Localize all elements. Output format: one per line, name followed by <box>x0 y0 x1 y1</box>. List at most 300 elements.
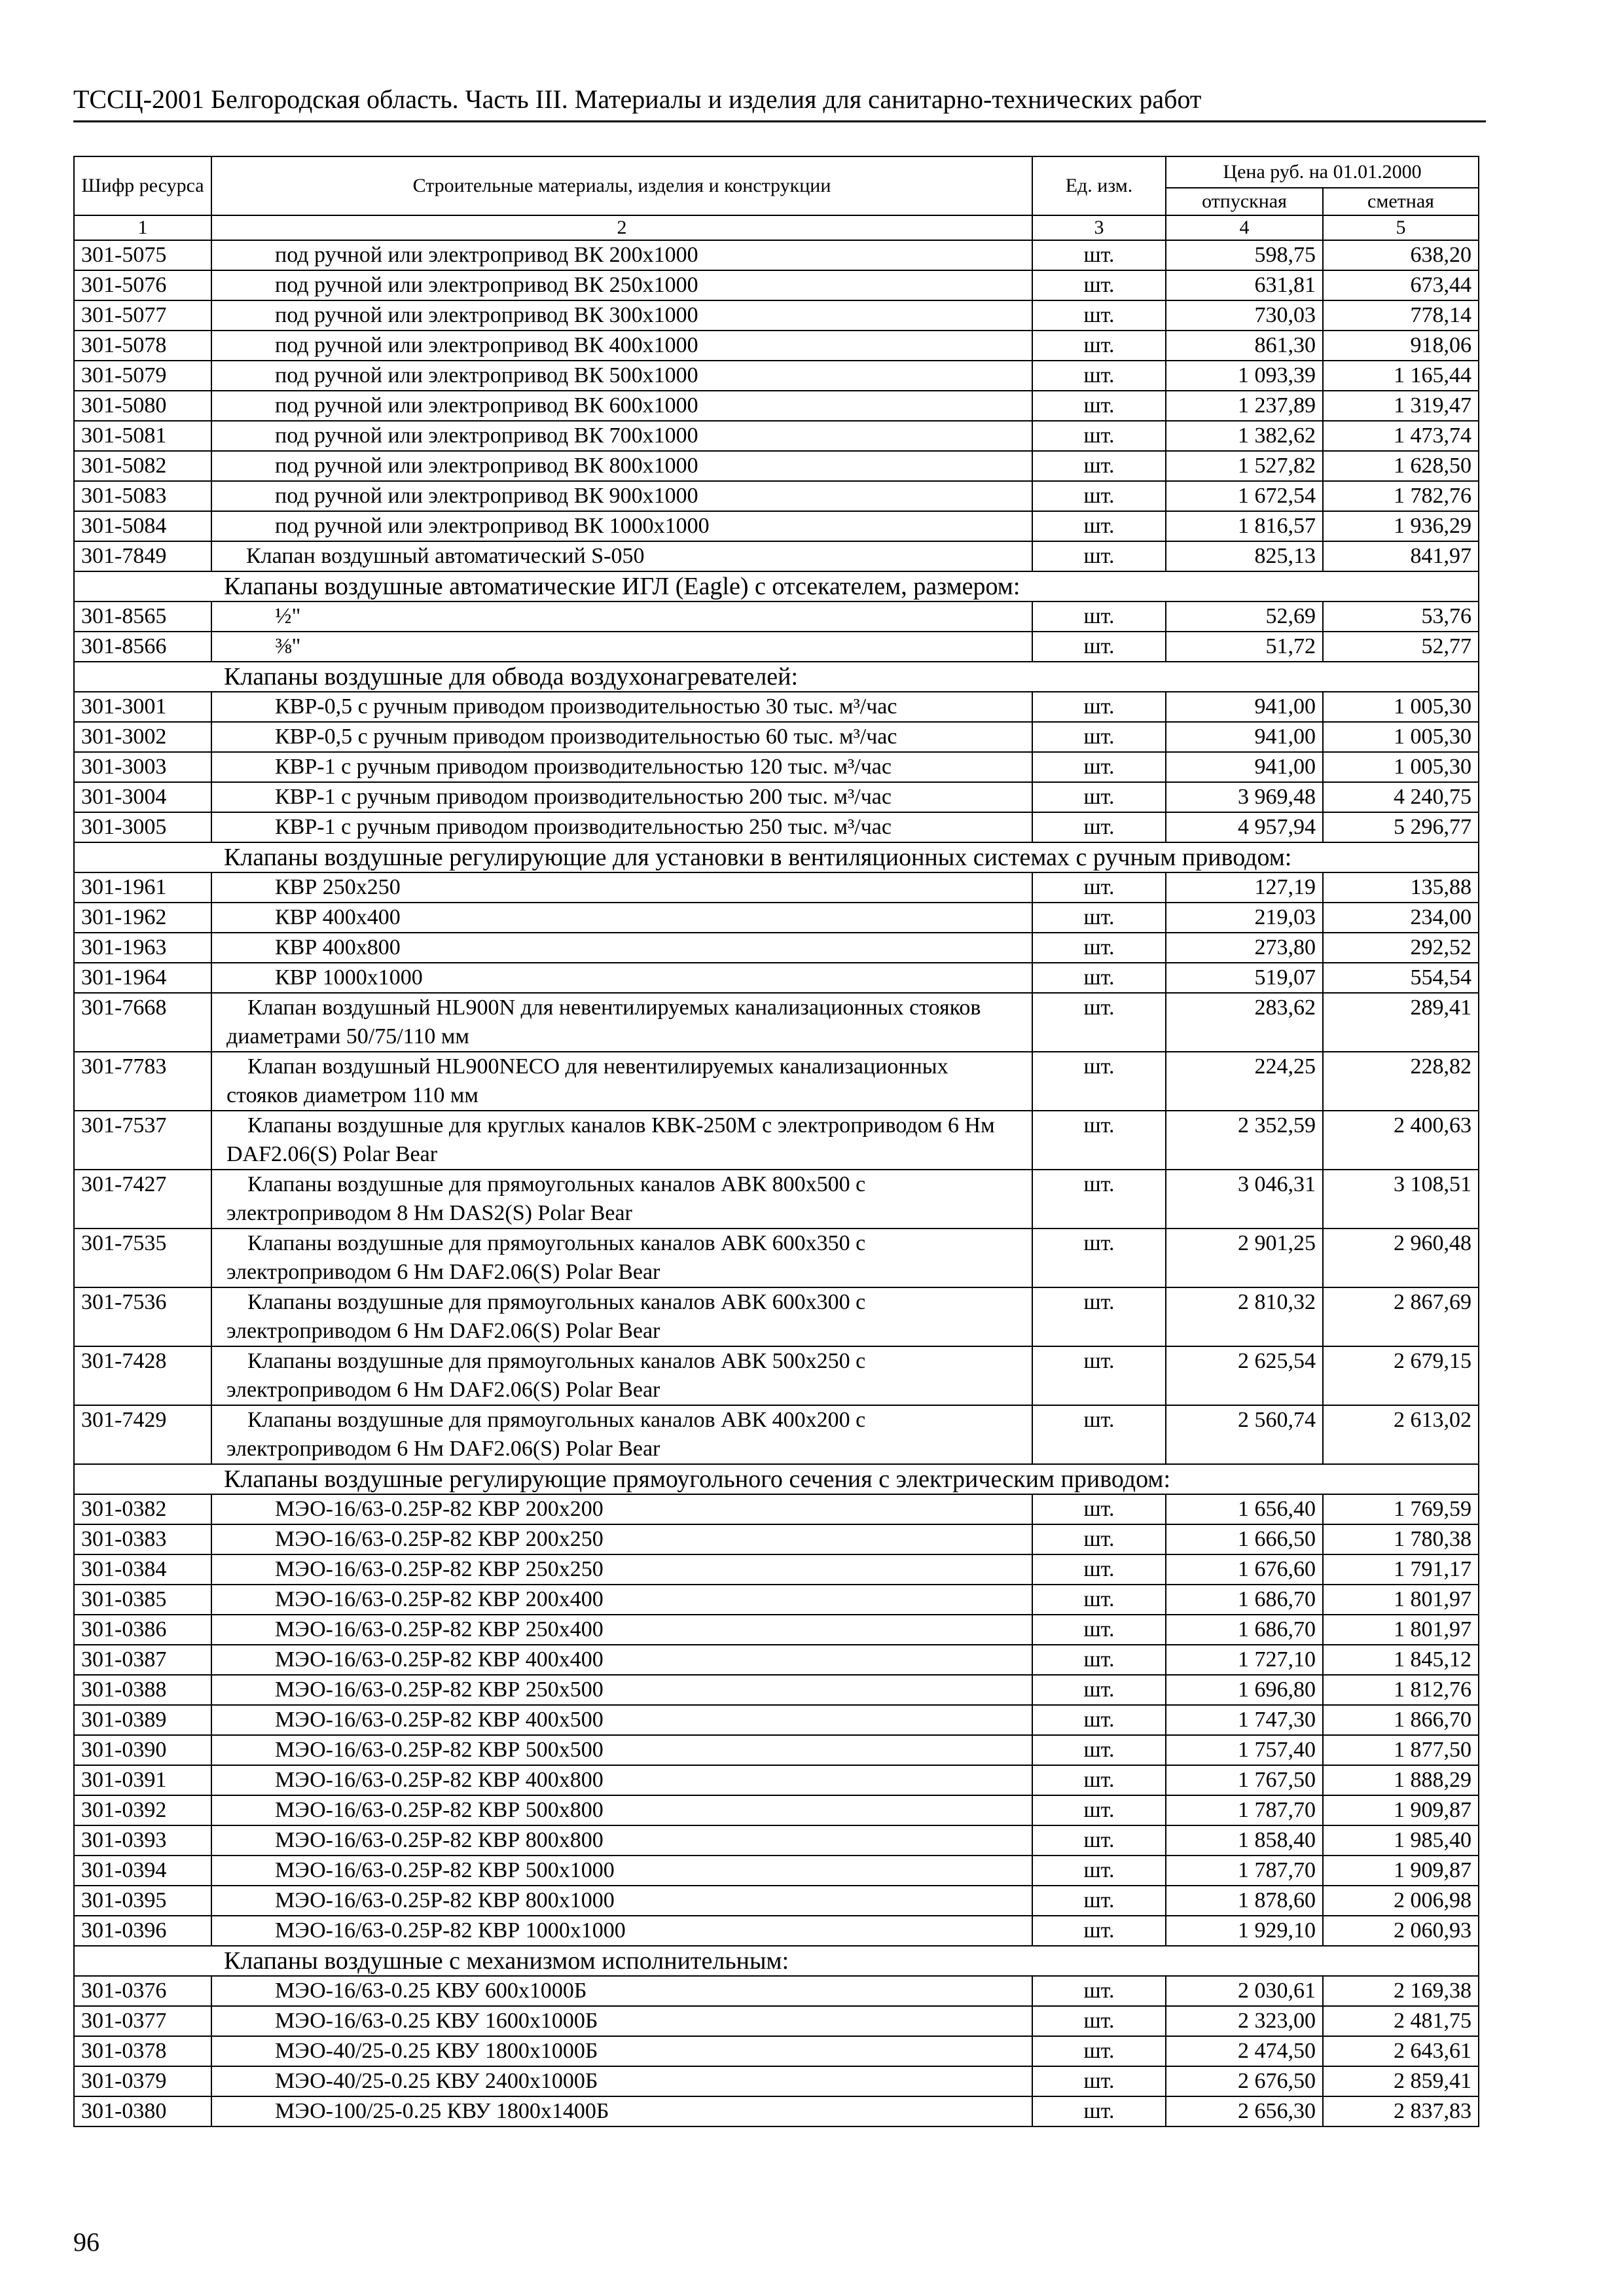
estimate-price-cell: 292,52 <box>1323 933 1479 963</box>
estimate-price-cell: 1 888,29 <box>1323 1765 1479 1795</box>
release-price-cell: 941,00 <box>1166 722 1323 752</box>
unit-cell: шт. <box>1032 1229 1166 1287</box>
resource-code-cell: 301-0385 <box>74 1585 211 1615</box>
release-price-cell: 1 666,50 <box>1166 1524 1323 1554</box>
unit-cell: шт. <box>1032 1405 1166 1464</box>
release-price-cell: 1 727,10 <box>1166 1645 1323 1675</box>
release-price-cell: 1 816,57 <box>1166 511 1323 541</box>
material-name-cell: КВР-1 с ручным приводом производительностью 120 тыс. м³/час <box>211 752 1032 782</box>
resource-code-cell: 301-3004 <box>74 782 211 812</box>
material-name-cell: Клапаны воздушные для круглых каналов КВК-250М с электроприводом 6 Нм DAF2.06(S) Polar Bear <box>211 1111 1032 1170</box>
table-body <box>74 240 1479 2126</box>
resource-code-cell: 301-0391 <box>74 1765 211 1795</box>
column-header-price-group: Цена руб. на 01.01.2000 <box>1166 156 1479 188</box>
release-price-cell: 273,80 <box>1166 933 1323 963</box>
table-row <box>74 812 1479 842</box>
column-number-5: 5 <box>1323 215 1479 240</box>
resource-code-cell: 301-0382 <box>74 1494 211 1524</box>
resource-code-cell: 301-3001 <box>74 692 211 722</box>
estimate-price-cell: 1 845,12 <box>1323 1645 1479 1675</box>
resource-code-cell: 301-7783 <box>74 1052 211 1111</box>
unit-cell: шт. <box>1032 1346 1166 1405</box>
unit-cell: шт. <box>1032 1585 1166 1615</box>
estimate-price-cell: 1 628,50 <box>1323 451 1479 481</box>
material-name-cell: МЭО-16/63-0.25Р-82 КВР 200х200 <box>211 1494 1032 1524</box>
estimate-price-cell: 135,88 <box>1323 872 1479 903</box>
release-price-cell: 631,81 <box>1166 270 1323 300</box>
table-row <box>74 361 1479 391</box>
resource-code-cell: 301-3003 <box>74 752 211 782</box>
release-price-cell: 1 093,39 <box>1166 361 1323 391</box>
estimate-price-cell: 1 005,30 <box>1323 752 1479 782</box>
unit-cell: шт. <box>1032 1735 1166 1765</box>
estimate-price-cell: 673,44 <box>1323 270 1479 300</box>
release-price-cell: 861,30 <box>1166 331 1323 361</box>
unit-cell: шт. <box>1032 1675 1166 1705</box>
resource-code-cell: 301-0396 <box>74 1916 211 1946</box>
estimate-price-cell: 1 877,50 <box>1323 1735 1479 1765</box>
resource-code-cell: 301-5083 <box>74 481 211 511</box>
unit-cell: шт. <box>1032 872 1166 903</box>
unit-cell: шт. <box>1032 2066 1166 2096</box>
table-row <box>74 1524 1479 1554</box>
release-price-cell: 1 686,70 <box>1166 1615 1323 1645</box>
unit-cell: шт. <box>1032 782 1166 812</box>
section-row <box>74 662 1479 692</box>
unit-cell: шт. <box>1032 1825 1166 1856</box>
unit-cell: шт. <box>1032 963 1166 993</box>
resource-code-cell: 301-3002 <box>74 722 211 752</box>
column-header-code: Шифр ресурса <box>74 156 211 215</box>
material-name-cell: МЭО-16/63-0.25Р-82 КВР 250х500 <box>211 1675 1032 1705</box>
table-row <box>74 692 1479 722</box>
material-name-cell: КВР-0,5 с ручным приводом производительностью 30 тыс. м³/час <box>211 692 1032 722</box>
resource-code-cell: 301-7429 <box>74 1405 211 1464</box>
table-row <box>74 601 1479 632</box>
unit-cell: шт. <box>1032 240 1166 270</box>
estimate-price-cell: 1 812,76 <box>1323 1675 1479 1705</box>
unit-cell: шт. <box>1032 1494 1166 1524</box>
material-name-cell: КВР 400х800 <box>211 933 1032 963</box>
resource-code-cell: 301-0387 <box>74 1645 211 1675</box>
release-price-cell: 1 747,30 <box>1166 1705 1323 1735</box>
estimate-price-cell: 52,77 <box>1323 632 1479 662</box>
resource-code-cell: 301-0386 <box>74 1615 211 1645</box>
table-row <box>74 963 1479 993</box>
unit-cell: шт. <box>1032 1765 1166 1795</box>
table-row <box>74 933 1479 963</box>
release-price-cell: 1 686,70 <box>1166 1585 1323 1615</box>
estimate-price-cell: 1 782,76 <box>1323 481 1479 511</box>
page-header-title: ТССЦ-2001 Белгородская область. Часть III. Материалы и изделия для санитарно-технических работ <box>73 82 1486 122</box>
unit-cell: шт. <box>1032 933 1166 963</box>
page-number: 96 <box>73 2227 99 2257</box>
table-row <box>74 2006 1479 2036</box>
table-row <box>74 1494 1479 1524</box>
resource-code-cell: 301-1963 <box>74 933 211 963</box>
material-name-cell: КВР-1 с ручным приводом производительностью 250 тыс. м³/час <box>211 812 1032 842</box>
table-row <box>74 752 1479 782</box>
section-row <box>74 571 1479 601</box>
estimate-price-cell: 2 867,69 <box>1323 1287 1479 1346</box>
release-price-cell: 1 656,40 <box>1166 1494 1323 1524</box>
table-row <box>74 1916 1479 1946</box>
column-number-2: 2 <box>211 215 1032 240</box>
material-name-cell: ½" <box>211 601 1032 632</box>
release-price-cell: 127,19 <box>1166 872 1323 903</box>
resource-code-cell: 301-0384 <box>74 1554 211 1585</box>
release-price-cell: 1 858,40 <box>1166 1825 1323 1856</box>
estimate-price-cell: 2 400,63 <box>1323 1111 1479 1170</box>
table-row <box>74 1675 1479 1705</box>
estimate-price-cell: 2 859,41 <box>1323 2066 1479 2096</box>
estimate-price-cell: 1 985,40 <box>1323 1825 1479 1856</box>
estimate-price-cell: 228,82 <box>1323 1052 1479 1111</box>
table-row <box>74 1825 1479 1856</box>
table-header <box>74 156 1479 240</box>
unit-cell: шт. <box>1032 1111 1166 1170</box>
release-price-cell: 2 474,50 <box>1166 2036 1323 2066</box>
material-name-cell: МЭО-100/25-0.25 КВУ 1800х1400Б <box>211 2096 1032 2126</box>
material-name-cell: МЭО-16/63-0.25Р-82 КВР 200х250 <box>211 1524 1032 1554</box>
table-row <box>74 511 1479 541</box>
unit-cell: шт. <box>1032 1615 1166 1645</box>
estimate-price-cell: 2 481,75 <box>1323 2006 1479 2036</box>
estimate-price-cell: 2 837,83 <box>1323 2096 1479 2126</box>
estimate-price-cell: 1 936,29 <box>1323 511 1479 541</box>
resource-code-cell: 301-7849 <box>74 541 211 571</box>
unit-cell: шт. <box>1032 632 1166 662</box>
resource-code-cell: 301-7428 <box>74 1346 211 1405</box>
material-name-cell: Клапан воздушный HL900N для невентилируемых канализационных стояков диаметрами 50/75/110 мм <box>211 993 1032 1052</box>
table-row <box>74 1645 1479 1675</box>
estimate-price-cell: 1 791,17 <box>1323 1554 1479 1585</box>
table-row <box>74 1554 1479 1585</box>
table-row <box>74 481 1479 511</box>
material-name-cell: МЭО-16/63-0.25Р-82 КВР 200х400 <box>211 1585 1032 1615</box>
release-price-cell: 1 237,89 <box>1166 391 1323 421</box>
estimate-price-cell: 2 679,15 <box>1323 1346 1479 1405</box>
material-name-cell: МЭО-16/63-0.25Р-82 КВР 400х800 <box>211 1765 1032 1795</box>
unit-cell: шт. <box>1032 601 1166 632</box>
material-name-cell: КВР 1000х1000 <box>211 963 1032 993</box>
estimate-price-cell: 1 319,47 <box>1323 391 1479 421</box>
estimate-price-cell: 2 613,02 <box>1323 1405 1479 1464</box>
material-name-cell: под ручной или электропривод ВК 200х1000 <box>211 240 1032 270</box>
estimate-price-cell: 2 006,98 <box>1323 1886 1479 1916</box>
unit-cell: шт. <box>1032 722 1166 752</box>
release-price-cell: 1 757,40 <box>1166 1735 1323 1765</box>
resource-code-cell: 301-5080 <box>74 391 211 421</box>
unit-cell: шт. <box>1032 1886 1166 1916</box>
material-name-cell: Клапаны воздушные для прямоугольных каналов АВК 600х300 с электроприводом 6 Нм DAF2.06(S) Polar Bear <box>211 1287 1032 1346</box>
column-header-release-price: отпускная <box>1166 188 1323 215</box>
estimate-price-cell: 289,41 <box>1323 993 1479 1052</box>
table-row <box>74 1705 1479 1735</box>
unit-cell: шт. <box>1032 300 1166 331</box>
unit-cell: шт. <box>1032 511 1166 541</box>
resource-code-cell: 301-1961 <box>74 872 211 903</box>
release-price-cell: 1 929,10 <box>1166 1916 1323 1946</box>
material-name-cell: под ручной или электропривод ВК 700х1000 <box>211 421 1032 451</box>
estimate-price-cell: 4 240,75 <box>1323 782 1479 812</box>
release-price-cell: 1 767,50 <box>1166 1765 1323 1795</box>
release-price-cell: 730,03 <box>1166 300 1323 331</box>
section-row <box>74 842 1479 872</box>
table-row <box>74 1886 1479 1916</box>
release-price-cell: 941,00 <box>1166 692 1323 722</box>
resource-code-cell: 301-0390 <box>74 1735 211 1765</box>
release-price-cell: 1 676,60 <box>1166 1554 1323 1585</box>
release-price-cell: 1 696,80 <box>1166 1675 1323 1705</box>
unit-cell: шт. <box>1032 1052 1166 1111</box>
unit-cell: шт. <box>1032 2096 1166 2126</box>
table-row <box>74 1229 1479 1287</box>
resource-code-cell: 301-5078 <box>74 331 211 361</box>
table-row <box>74 1765 1479 1795</box>
material-name-cell: Клапан воздушный автоматический S-050 <box>211 541 1032 571</box>
unit-cell: шт. <box>1032 692 1166 722</box>
release-price-cell: 224,25 <box>1166 1052 1323 1111</box>
release-price-cell: 51,72 <box>1166 632 1323 662</box>
table-row <box>74 632 1479 662</box>
section-title: Клапаны воздушные для обвода воздухонагревателей: <box>74 662 1479 692</box>
table-row <box>74 1052 1479 1111</box>
resource-code-cell: 301-0395 <box>74 1886 211 1916</box>
release-price-cell: 2 323,00 <box>1166 2006 1323 2036</box>
unit-cell: шт. <box>1032 1856 1166 1886</box>
material-name-cell: под ручной или электропривод ВК 1000х1000 <box>211 511 1032 541</box>
section-row <box>74 1946 1479 1976</box>
unit-cell: шт. <box>1032 1287 1166 1346</box>
release-price-cell: 2 560,74 <box>1166 1405 1323 1464</box>
unit-cell: шт. <box>1032 361 1166 391</box>
resource-code-cell: 301-0393 <box>74 1825 211 1856</box>
material-name-cell: ⅜" <box>211 632 1032 662</box>
unit-cell: шт. <box>1032 391 1166 421</box>
column-number-3: 3 <box>1032 215 1166 240</box>
estimate-price-cell: 1 005,30 <box>1323 692 1479 722</box>
material-name-cell: МЭО-16/63-0.25Р-82 КВР 250х400 <box>211 1615 1032 1645</box>
unit-cell: шт. <box>1032 752 1166 782</box>
table-row <box>74 451 1479 481</box>
material-name-cell: Клапаны воздушные для прямоугольных каналов АВК 800х500 с электроприводом 8 Нм DAS2(S) Polar Bear <box>211 1170 1032 1229</box>
table-row <box>74 872 1479 903</box>
resource-code-cell: 301-7668 <box>74 993 211 1052</box>
release-price-cell: 1 672,54 <box>1166 481 1323 511</box>
unit-cell: шт. <box>1032 270 1166 300</box>
estimate-price-cell: 2 060,93 <box>1323 1916 1479 1946</box>
unit-cell: шт. <box>1032 421 1166 451</box>
material-name-cell: МЭО-40/25-0.25 КВУ 2400х1000Б <box>211 2066 1032 2096</box>
table-row <box>74 903 1479 933</box>
table-row <box>74 1170 1479 1229</box>
table-row <box>74 421 1479 451</box>
table-row <box>74 240 1479 270</box>
release-price-cell: 598,75 <box>1166 240 1323 270</box>
estimate-price-cell: 1 473,74 <box>1323 421 1479 451</box>
estimate-price-cell: 1 005,30 <box>1323 722 1479 752</box>
resource-code-cell: 301-5075 <box>74 240 211 270</box>
material-name-cell: МЭО-16/63-0.25Р-82 КВР 800х1000 <box>211 1886 1032 1916</box>
section-title: Клапаны воздушные автоматические ИГЛ (Eagle) с отсекателем, размером: <box>74 571 1479 601</box>
resource-code-cell: 301-0378 <box>74 2036 211 2066</box>
release-price-cell: 3 046,31 <box>1166 1170 1323 1229</box>
release-price-cell: 941,00 <box>1166 752 1323 782</box>
material-name-cell: МЭО-16/63-0.25Р-82 КВР 400х400 <box>211 1645 1032 1675</box>
estimate-price-cell: 2 169,38 <box>1323 1976 1479 2006</box>
estimate-price-cell: 5 296,77 <box>1323 812 1479 842</box>
release-price-cell: 2 810,32 <box>1166 1287 1323 1346</box>
table-row <box>74 331 1479 361</box>
column-number-1: 1 <box>74 215 211 240</box>
material-name-cell: под ручной или электропривод ВК 800х1000 <box>211 451 1032 481</box>
estimate-price-cell: 3 108,51 <box>1323 1170 1479 1229</box>
resource-code-cell: 301-8565 <box>74 601 211 632</box>
release-price-cell: 1 382,62 <box>1166 421 1323 451</box>
unit-cell: шт. <box>1032 1976 1166 2006</box>
table-row <box>74 2066 1479 2096</box>
unit-cell: шт. <box>1032 2036 1166 2066</box>
column-header-unit: Ед. изм. <box>1032 156 1166 215</box>
table-row <box>74 391 1479 421</box>
resource-code-cell: 301-8566 <box>74 632 211 662</box>
table-row <box>74 1856 1479 1886</box>
resource-code-cell: 301-1964 <box>74 963 211 993</box>
table-row <box>74 1976 1479 2006</box>
resource-code-cell: 301-5077 <box>74 300 211 331</box>
unit-cell: шт. <box>1032 481 1166 511</box>
unit-cell: шт. <box>1032 1554 1166 1585</box>
release-price-cell: 2 901,25 <box>1166 1229 1323 1287</box>
estimate-price-cell: 638,20 <box>1323 240 1479 270</box>
material-name-cell: МЭО-16/63-0.25 КВУ 1600х1000Б <box>211 2006 1032 2036</box>
resource-code-cell: 301-5076 <box>74 270 211 300</box>
material-name-cell: под ручной или электропривод ВК 250х1000 <box>211 270 1032 300</box>
material-name-cell: под ручной или электропривод ВК 500х1000 <box>211 361 1032 391</box>
estimate-price-cell: 1 909,87 <box>1323 1795 1479 1825</box>
material-name-cell: под ручной или электропривод ВК 300х1000 <box>211 300 1032 331</box>
unit-cell: шт. <box>1032 451 1166 481</box>
table-row <box>74 722 1479 752</box>
unit-cell: шт. <box>1032 1916 1166 1946</box>
table-row <box>74 1795 1479 1825</box>
material-name-cell: Клапан воздушный HL900NECO для невентилируемых канализационных стояков диаметром 110 мм <box>211 1052 1032 1111</box>
estimate-price-cell: 778,14 <box>1323 300 1479 331</box>
material-name-cell: Клапаны воздушные для прямоугольных каналов АВК 500х250 с электроприводом 6 Нм DAF2.06(S) Polar Bear <box>211 1346 1032 1405</box>
resource-code-cell: 301-0376 <box>74 1976 211 2006</box>
resource-code-cell: 301-0394 <box>74 1856 211 1886</box>
release-price-cell: 825,13 <box>1166 541 1323 571</box>
resource-code-cell: 301-1962 <box>74 903 211 933</box>
table-row <box>74 1111 1479 1170</box>
resource-code-cell: 301-0377 <box>74 2006 211 2036</box>
estimate-price-cell: 554,54 <box>1323 963 1479 993</box>
resource-code-cell: 301-5079 <box>74 361 211 391</box>
unit-cell: шт. <box>1032 331 1166 361</box>
resource-code-cell: 301-7537 <box>74 1111 211 1170</box>
estimate-price-cell: 53,76 <box>1323 601 1479 632</box>
table-row <box>74 1346 1479 1405</box>
unit-cell: шт. <box>1032 812 1166 842</box>
material-name-cell: МЭО-16/63-0.25Р-82 КВР 500х800 <box>211 1795 1032 1825</box>
estimate-price-cell: 1 769,59 <box>1323 1494 1479 1524</box>
resource-code-cell: 301-3005 <box>74 812 211 842</box>
material-name-cell: МЭО-16/63-0.25Р-82 КВР 250х250 <box>211 1554 1032 1585</box>
material-name-cell: КВР 250х250 <box>211 872 1032 903</box>
section-title: Клапаны воздушные регулирующие для установки в вентиляционных системах с ручным приводом: <box>74 842 1479 872</box>
release-price-cell: 1 787,70 <box>1166 1795 1323 1825</box>
resource-code-cell: 301-5084 <box>74 511 211 541</box>
unit-cell: шт. <box>1032 1795 1166 1825</box>
estimate-price-cell: 1 909,87 <box>1323 1856 1479 1886</box>
material-name-cell: МЭО-16/63-0.25Р-82 КВР 1000х1000 <box>211 1916 1032 1946</box>
release-price-cell: 2 030,61 <box>1166 1976 1323 2006</box>
table-row <box>74 993 1479 1052</box>
estimate-price-cell: 1 801,97 <box>1323 1585 1479 1615</box>
material-name-cell: КВР 400х400 <box>211 903 1032 933</box>
table-row <box>74 300 1479 331</box>
table-row <box>74 270 1479 300</box>
material-name-cell: МЭО-16/63-0.25 КВУ 600х1000Б <box>211 1976 1032 2006</box>
section-title: Клапаны воздушные регулирующие прямоугольного сечения с электрическим приводом: <box>74 1464 1479 1494</box>
release-price-cell: 4 957,94 <box>1166 812 1323 842</box>
unit-cell: шт. <box>1032 541 1166 571</box>
estimate-price-cell: 918,06 <box>1323 331 1479 361</box>
material-name-cell: МЭО-16/63-0.25Р-82 КВР 500х1000 <box>211 1856 1032 1886</box>
estimate-price-cell: 234,00 <box>1323 903 1479 933</box>
resource-code-cell: 301-7535 <box>74 1229 211 1287</box>
table-row <box>74 782 1479 812</box>
release-price-cell: 1 527,82 <box>1166 451 1323 481</box>
column-number-4: 4 <box>1166 215 1323 240</box>
material-name-cell: под ручной или электропривод ВК 900х1000 <box>211 481 1032 511</box>
release-price-cell: 2 676,50 <box>1166 2066 1323 2096</box>
release-price-cell: 3 969,48 <box>1166 782 1323 812</box>
unit-cell: шт. <box>1032 1170 1166 1229</box>
price-table <box>73 156 1479 2127</box>
table-row <box>74 1615 1479 1645</box>
material-name-cell: под ручной или электропривод ВК 600х1000 <box>211 391 1032 421</box>
table-row <box>74 1585 1479 1615</box>
resource-code-cell: 301-0380 <box>74 2096 211 2126</box>
estimate-price-cell: 1 780,38 <box>1323 1524 1479 1554</box>
resource-code-cell: 301-5081 <box>74 421 211 451</box>
table-row <box>74 1735 1479 1765</box>
table-row <box>74 2036 1479 2066</box>
section-row <box>74 1464 1479 1494</box>
unit-cell: шт. <box>1032 993 1166 1052</box>
unit-cell: шт. <box>1032 903 1166 933</box>
release-price-cell: 2 352,59 <box>1166 1111 1323 1170</box>
table-row <box>74 2096 1479 2126</box>
unit-cell: шт. <box>1032 1524 1166 1554</box>
material-name-cell: МЭО-40/25-0.25 КВУ 1800х1000Б <box>211 2036 1032 2066</box>
column-header-estimate-price: сметная <box>1323 188 1479 215</box>
table-row <box>74 541 1479 571</box>
material-name-cell: под ручной или электропривод ВК 400х1000 <box>211 331 1032 361</box>
estimate-price-cell: 1 866,70 <box>1323 1705 1479 1735</box>
release-price-cell: 52,69 <box>1166 601 1323 632</box>
release-price-cell: 1 787,70 <box>1166 1856 1323 1886</box>
estimate-price-cell: 2 643,61 <box>1323 2036 1479 2066</box>
release-price-cell: 2 656,30 <box>1166 2096 1323 2126</box>
material-name-cell: Клапаны воздушные для прямоугольных каналов АВК 400х200 с электроприводом 6 Нм DAF2.06(S) Polar Bear <box>211 1405 1032 1464</box>
material-name-cell: КВР-0,5 с ручным приводом производительностью 60 тыс. м³/час <box>211 722 1032 752</box>
estimate-price-cell: 1 165,44 <box>1323 361 1479 391</box>
release-price-cell: 1 878,60 <box>1166 1886 1323 1916</box>
estimate-price-cell: 2 960,48 <box>1323 1229 1479 1287</box>
